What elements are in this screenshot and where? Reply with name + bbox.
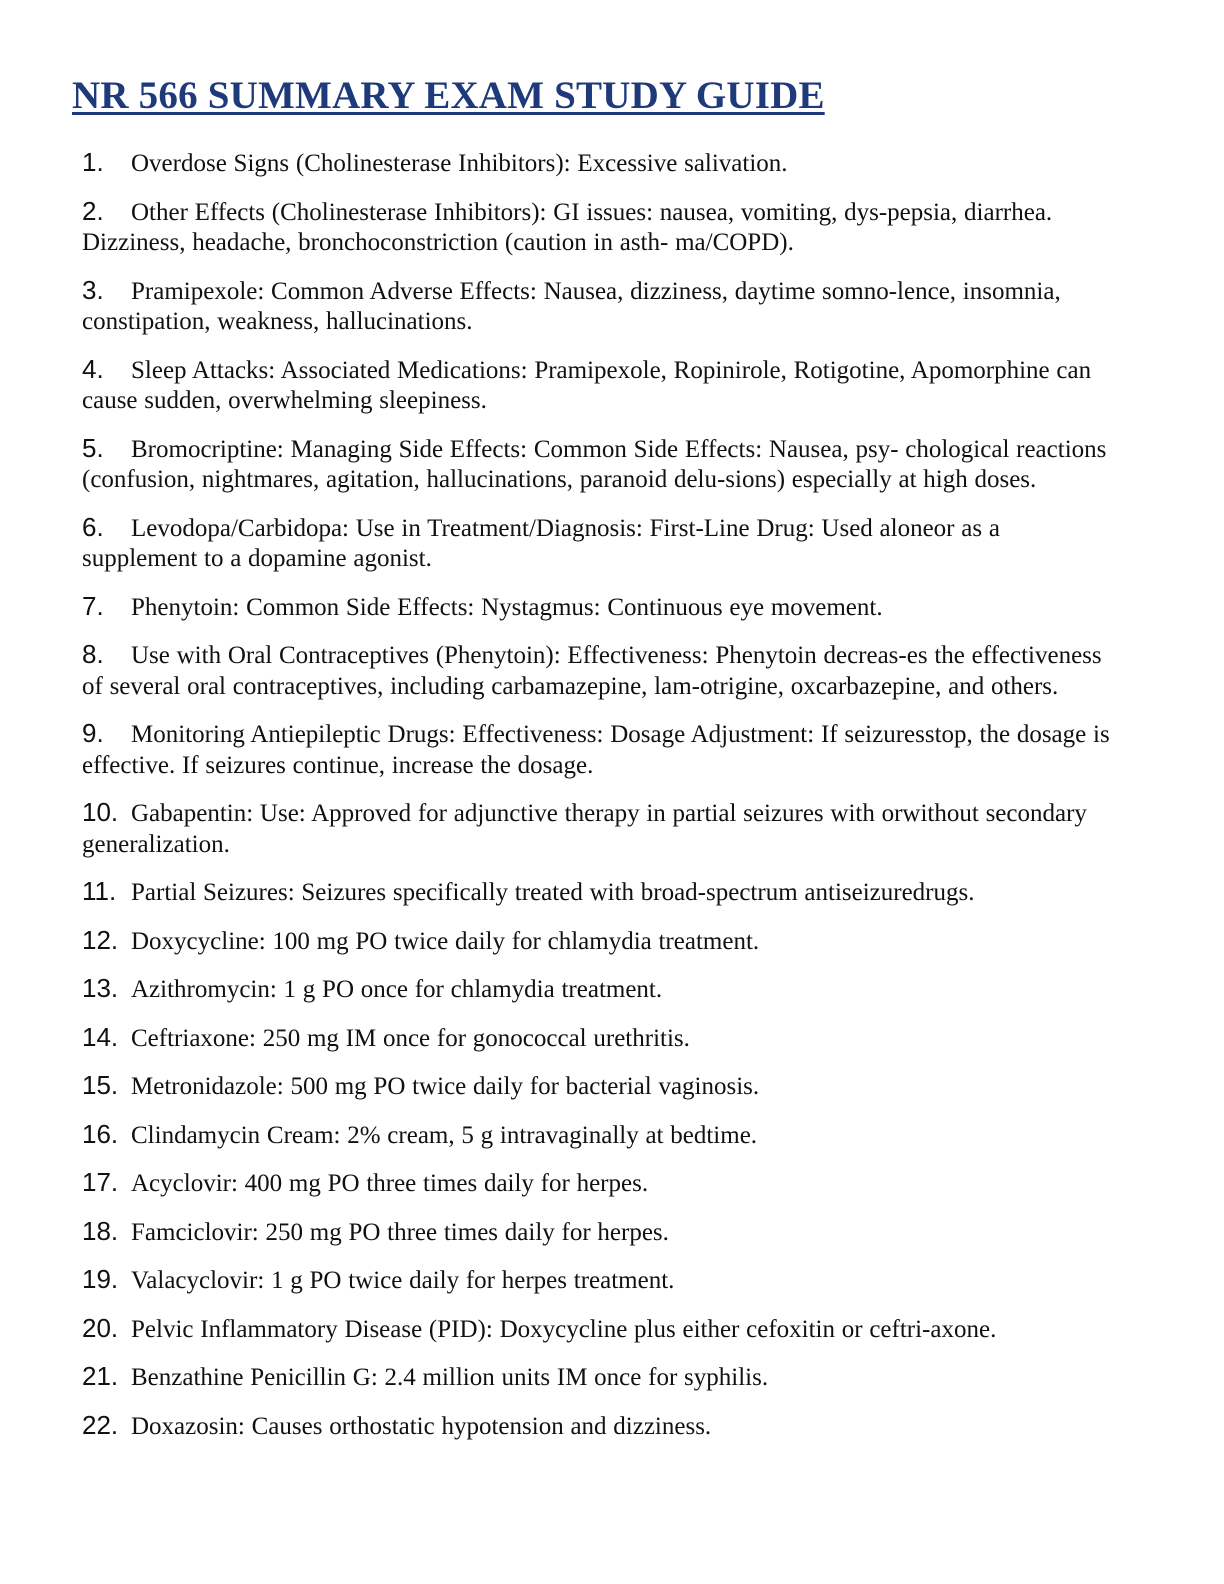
item-text: Bromocriptine: Managing Side Effects: Common Side Effects: Nausea, psy- chological reactions (confusion, nightmares, agitation, hallucinations, paranoid delu-sions) especially at high doses. — [82, 435, 1107, 493]
list-item — [82, 1070, 1112, 1103]
item-number: 19. — [82, 1264, 119, 1294]
list-item — [82, 1022, 1112, 1055]
item-number: 11. — [82, 876, 117, 906]
list-item — [82, 1264, 1112, 1297]
list-item — [82, 973, 1112, 1006]
item-number: 7. — [82, 590, 104, 621]
item-number: 1. — [82, 147, 104, 177]
list-item — [82, 196, 1112, 259]
list-item — [82, 1361, 1112, 1394]
item-text: Metronidazole: 500 mg PO twice daily for bacterial vaginosis. — [131, 1073, 760, 1100]
item-number: 9. — [82, 718, 104, 748]
item-text: Overdose Signs (Cholinesterase Inhibitors): Excessive salivation. — [131, 150, 788, 177]
item-number: 2. — [82, 195, 104, 226]
list-item — [82, 433, 1112, 496]
item-text: Gabapentin: Use: Approved for adjunctive therapy in partial seizures with orwithout secondary generalization. — [82, 800, 1087, 858]
item-number: 16. — [82, 1118, 119, 1149]
item-text: Pelvic Inflammatory Disease (PID): Doxycycline plus either cefoxitin or ceftri-axone. — [131, 1315, 997, 1343]
item-number: 22. — [82, 1409, 119, 1440]
item-text: Use with Oral Contraceptives (Phenytoin): Effectiveness: Phenytoin decreas-es the effectiveness of several oral contraceptives, including carbamazepine, lam-otrigine, oxcarbazepine, and others. — [82, 642, 1102, 700]
list-item — [82, 1216, 1112, 1249]
item-text: Monitoring Antiepileptic Drugs: Effectiveness: Dosage Adjustment: If seizuresstop, the dosage is effective. If seizures continue, increase the dosage. — [82, 721, 1110, 779]
list-item — [82, 925, 1112, 958]
item-text: Partial Seizures: Seizures specifically treated with broad-spectrum antiseizuredrugs. — [131, 879, 975, 906]
list-item — [82, 639, 1112, 702]
list-item — [82, 147, 1112, 180]
item-text: Famciclovir: 250 mg PO three times daily for herpes. — [131, 1218, 669, 1246]
list-item — [82, 1410, 1112, 1443]
item-number: 8. — [82, 639, 104, 669]
item-text: Clindamycin Cream: 2% cream, 5 g intravaginally at bedtime. — [131, 1121, 758, 1149]
item-text: Valacyclovir: 1 g PO twice daily for herpes treatment. — [131, 1267, 675, 1294]
list-item — [82, 354, 1112, 417]
list-item — [82, 1167, 1112, 1200]
item-text: Benzathine Penicillin G: 2.4 million units IM once for syphilis. — [131, 1364, 769, 1391]
item-number: 5. — [82, 432, 104, 463]
item-number: 6. — [82, 511, 104, 542]
list-item — [82, 512, 1112, 575]
list-item — [82, 797, 1112, 860]
item-number: 10. — [82, 797, 119, 827]
item-number: 17. — [82, 1167, 119, 1197]
item-number: 4. — [82, 353, 104, 384]
item-number: 14. — [82, 1021, 119, 1052]
list-item — [82, 1119, 1112, 1152]
item-number: 13. — [82, 973, 119, 1003]
item-text: Doxycycline: 100 mg PO twice daily for chlamydia treatment. — [131, 927, 760, 955]
page-title: NR 566 SUMMARY EXAM STUDY GUIDE — [72, 74, 825, 117]
list-item — [82, 876, 1112, 909]
list-item — [82, 1313, 1112, 1346]
item-text: Azithromycin: 1 g PO once for chlamydia treatment. — [131, 976, 663, 1003]
item-text: Sleep Attacks: Associated Medications: Pramipexole, Ropinirole, Rotigotine, Apomorphine can cause sudden, overwhelming sleepiness. — [82, 356, 1092, 414]
item-number: 18. — [82, 1215, 119, 1246]
item-text: Doxazosin: Causes orthostatic hypotension and dizziness. — [131, 1412, 712, 1440]
item-number: 3. — [82, 274, 104, 305]
item-number: 12. — [82, 924, 119, 955]
item-number: 20. — [82, 1312, 119, 1343]
study-guide-list — [82, 147, 1112, 1458]
list-item — [82, 275, 1112, 338]
item-text: Phenytoin: Common Side Effects: Nystagmus: Continuous eye movement. — [131, 593, 883, 621]
item-text: Other Effects (Cholinesterase Inhibitors): GI issues: nausea, vomiting, dys-pepsia, diarrhea. Dizziness, headache, bronchoconstriction (caution in asth- ma/COPD). — [82, 198, 1053, 256]
item-text: Acyclovir: 400 mg PO three times daily for herpes. — [131, 1170, 649, 1197]
list-item — [82, 591, 1112, 624]
list-item — [82, 718, 1112, 781]
item-number: 21. — [82, 1361, 119, 1391]
item-text: Ceftriaxone: 250 mg IM once for gonococcal urethritis. — [131, 1024, 690, 1052]
item-text: Pramipexole: Common Adverse Effects: Nausea, dizziness, daytime somno-lence, insomnia, constipation, weakness, hallucinations. — [82, 277, 1061, 335]
item-number: 15. — [82, 1070, 119, 1100]
item-text: Levodopa/Carbidopa: Use in Treatment/Diagnosis: First-Line Drug: Used aloneor as a supplement to a dopamine agonist. — [82, 514, 1000, 572]
